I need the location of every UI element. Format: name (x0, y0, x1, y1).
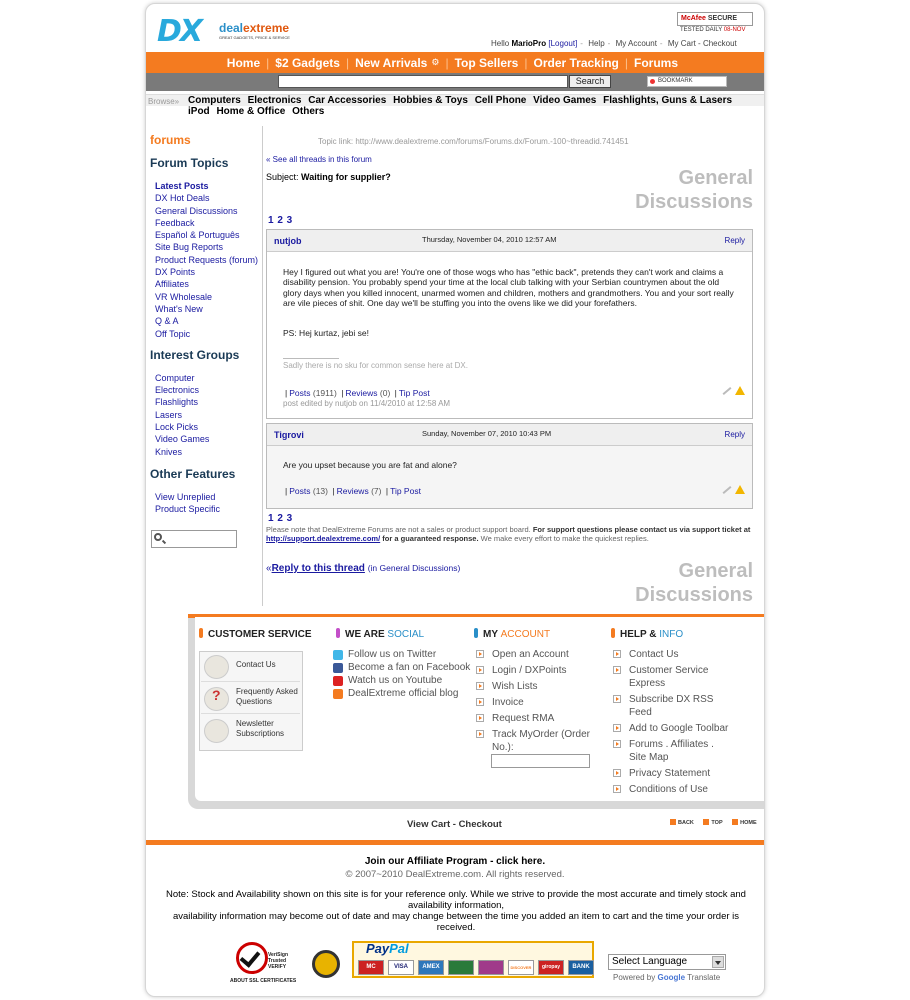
arrow-bullet-icon (613, 666, 621, 674)
top-icon (703, 819, 709, 825)
cat-car-accessories[interactable]: Car Accessories (308, 95, 387, 106)
arrow-bullet-icon (613, 695, 621, 703)
cat-others[interactable]: Others (292, 106, 325, 117)
sidebar-item[interactable]: Off Topic (155, 328, 191, 339)
dealextreme-logo[interactable] (157, 14, 297, 49)
reply-button[interactable]: Reply (724, 430, 745, 439)
language-select[interactable]: Select Language (608, 954, 726, 970)
request-rma-link[interactable]: Request RMA (476, 712, 601, 725)
topic-link[interactable]: Topic link: http://www.dealextreme.com/forums/Forums.dx/Forum.-100~threadid.741451 (318, 137, 629, 146)
cat-cell-phone[interactable]: Cell Phone (474, 95, 527, 106)
youtube-link[interactable]: Watch us on Youtube (333, 674, 470, 687)
my-account-heading: MY ACCOUNT (474, 628, 550, 640)
browse-label: Browse» (148, 97, 180, 106)
chevron-down-icon (712, 956, 724, 968)
post-stats: | Posts (13) | Reviews (7) | Tip Post (285, 486, 421, 496)
arrow-bullet-icon (613, 785, 621, 793)
report-warning-icon[interactable] (735, 386, 745, 395)
sidebar-item[interactable]: Site Bug Reports (155, 242, 224, 253)
pagination-bottom[interactable]: 1 2 3 (268, 513, 293, 524)
mastercard-icon: MC (358, 960, 384, 975)
arrow-bullet-icon (476, 730, 484, 738)
post-edited-note: post edited by nutjob on 11/4/2010 at 12:58 AM (283, 399, 451, 408)
twitter-link[interactable]: Follow us on Twitter (333, 648, 470, 661)
post-tools (722, 485, 744, 495)
stock-note: Note: Stock and Availability shown on this site is for your reference only. While we strive to provide the most accurate and timely stock and availability information, availability information may become out of date and may change between the time you added an item to cart and the time your order is received. (166, 889, 746, 933)
copyright: © 2007~2010 DealExtreme.com. All rights reserved. (345, 869, 565, 880)
open-account-link[interactable]: Open an Account (476, 648, 601, 661)
post (266, 423, 753, 509)
tip-post-link[interactable]: Tip Post (398, 388, 430, 398)
forums-affiliates-sitemap-link[interactable]: Forums . Affiliates . Site Map (613, 738, 733, 764)
sidebar-item[interactable]: Latest Posts (155, 181, 209, 191)
sidebar-item[interactable]: Affiliates (155, 279, 189, 290)
guarantee-seal-icon (312, 950, 340, 978)
edit-icon[interactable] (723, 387, 732, 395)
pagination-top[interactable]: 1 2 3 (268, 215, 293, 226)
sidebar-title: forums (150, 133, 191, 147)
forum-topics-list (155, 180, 262, 340)
cat-flashlights[interactable]: Flashlights, Guns & Lasers (603, 95, 733, 106)
help-contact-link[interactable]: Contact Us (613, 648, 733, 661)
sidebar-item[interactable]: Knives (155, 446, 183, 457)
nav-new-arrivals[interactable]: New Arrivals (355, 55, 428, 70)
mcafee-secure-badge[interactable]: McAfee SECURE (677, 12, 753, 26)
sidebar-item[interactable]: General Discussions (155, 205, 238, 216)
forum-name-heading: General Discussions (635, 167, 753, 213)
youtube-icon (333, 676, 343, 686)
signature-divider (283, 358, 339, 359)
post-body: Hey I figured out what you are! You're one of those wogs who has "ethic back", pretends they can't work and claims a disability pension. You probably spend your time at the local club talking with your Serbian countrymen about the old glory days when you killed innocent, unarmed women and children, mothers and grandmothers. You and your sort really are vile pieces of shit. One day we'll be stuffing you into the ovens like we did your forefathers. (283, 267, 734, 309)
posts-link[interactable]: Posts (289, 388, 311, 398)
giropay-icon: giropay (538, 960, 564, 975)
sidebar-item[interactable]: Lasers (155, 409, 183, 420)
track-order-label: Track MyOrder (Order No.): (476, 728, 601, 754)
arrow-bullet-icon (613, 769, 621, 777)
other-features-list (155, 491, 262, 516)
nav-top-sellers[interactable]: Top Sellers (454, 55, 519, 70)
view-cart-link[interactable]: View Cart - Checkout (407, 819, 502, 830)
card-icon (448, 960, 474, 975)
interest-groups-list (155, 372, 262, 458)
amex-icon: AMEX (418, 960, 444, 975)
arrow-bullet-icon (613, 740, 621, 748)
reviews-link[interactable]: Reviews (345, 388, 378, 398)
cat-video-games[interactable]: Video Games (533, 95, 597, 106)
user-name: MarioPro (511, 39, 547, 48)
sidebar-item[interactable]: Español & Português (155, 230, 240, 241)
nav-2-gadgets[interactable]: $2 Gadgets (275, 55, 340, 70)
post-header (267, 424, 752, 446)
google-toolbar-link[interactable]: Add to Google Toolbar (613, 722, 733, 735)
logout-link[interactable]: [Logout] (548, 39, 578, 48)
cat-home-office[interactable]: Home & Office (216, 106, 286, 117)
search-button[interactable]: Search (569, 75, 611, 88)
arrow-bullet-icon (476, 682, 484, 690)
blog-link[interactable]: DealExtreme official blog (333, 687, 470, 700)
sidebar-item[interactable]: DX Points (155, 267, 196, 278)
sidebar-divider (262, 126, 263, 606)
tip-post-link[interactable]: Tip Post (390, 486, 421, 496)
twitter-icon (333, 650, 343, 660)
nav-order-tracking[interactable]: Order Tracking (533, 55, 619, 70)
post-date: Sunday, November 07, 2010 10:43 PM (422, 429, 552, 438)
my-cart-link[interactable]: My Cart - Checkout (667, 39, 737, 48)
sidebar-item[interactable]: Video Games (155, 434, 210, 445)
user-bar: Hello MarioPro [Logout] - Help - My Account - My Cart - Checkout (491, 39, 737, 48)
thread-subject: Subject: Waiting for supplier? (266, 172, 391, 182)
post-body: Are you upset because you are fat and alone? (283, 460, 457, 470)
report-warning-icon[interactable] (735, 485, 745, 494)
forum-topics-heading: Forum Topics (150, 156, 229, 170)
post-header (267, 230, 752, 252)
payment-cards (358, 960, 598, 975)
arrow-bullet-icon (476, 714, 484, 722)
support-note: Please note that DealExtreme Forums are not a sales or product support board. For support questions please contact us via support ticket at http://support.dealextreme.com/ for a guaranteed response. We make every effort to make the quickest replies. (266, 525, 751, 543)
powered-by-google-translate: Powered by Google Translate (613, 973, 721, 982)
social-links (333, 648, 470, 700)
sidebar-item[interactable]: Electronics (155, 385, 200, 396)
rss-icon[interactable]: ⚙ (431, 57, 440, 67)
post-body-ps: PS: Hej kurtaz, jebi se! (283, 328, 369, 338)
arrow-bullet-icon (476, 650, 484, 658)
about-ssl-link[interactable]: ABOUT SSL CERTIFICATES (230, 978, 297, 984)
forum-name-heading-bottom: General Discussions (635, 560, 753, 606)
post-author[interactable]: Tigrovi (274, 430, 304, 440)
sidebar-item[interactable]: Product Requests (forum) (155, 254, 259, 265)
logo-mark: DX (157, 14, 202, 49)
nav-forums[interactable]: Forums (633, 55, 678, 70)
paypal-badge (352, 941, 594, 978)
sidebar-item[interactable]: What's New (155, 303, 203, 314)
search-icon (154, 533, 162, 541)
home-icon (732, 819, 738, 825)
discover-icon: DISCOVER (508, 960, 534, 975)
newsletter-item[interactable]: Newsletter Subscriptions (201, 716, 300, 746)
privacy-link[interactable]: Privacy Statement (613, 767, 733, 780)
home-link[interactable]: HOME (732, 820, 757, 826)
bookmark-button[interactable]: BOOKMARK (647, 76, 727, 87)
back-top-home (670, 819, 765, 826)
post-signature: Sadly there is no sku for common sense here at DX. (283, 361, 468, 370)
help-info-heading: HELP & INFO (611, 628, 683, 640)
post-tools (722, 386, 744, 396)
order-number-input[interactable] (491, 754, 590, 768)
footer-orange-bar (146, 840, 764, 845)
search-input[interactable] (278, 75, 568, 88)
facebook-icon (333, 663, 343, 673)
affiliate-link[interactable]: Join our Affiliate Program - click here. (364, 856, 546, 867)
arrow-bullet-icon (476, 698, 484, 706)
sidebar-item[interactable]: Lock Picks (155, 422, 199, 433)
arrow-bullet-icon (613, 724, 621, 732)
cat-hobbies-toys[interactable]: Hobbies & Toys (393, 95, 468, 106)
wish-lists-link[interactable]: Wish Lists (476, 680, 601, 693)
verisign-seal[interactable]: VeriSign Trusted VERIFY ABOUT SSL CERTIFICATES (232, 940, 292, 980)
bank-icon: BANK (568, 960, 594, 975)
sidebar-item[interactable]: Q & A (155, 316, 179, 327)
reply-context: (in General Discussions) (367, 563, 461, 573)
other-features-heading: Other Features (150, 466, 236, 481)
logo-wordmark: dealextreme (219, 21, 290, 35)
arrow-bullet-icon (613, 650, 621, 658)
sidebar-item[interactable]: DX Hot Deals (155, 193, 210, 204)
mcafee-tested: TESTED DAILY 08-NOV (680, 27, 746, 33)
customer-service-heading: CUSTOMER SERVICE (199, 628, 312, 640)
nav-home[interactable]: Home (226, 55, 261, 70)
post-date: Thursday, November 04, 2010 12:57 AM (422, 235, 557, 244)
help-link[interactable]: Help (588, 39, 605, 48)
social-heading: WE ARE SOCIAL (336, 628, 424, 640)
interest-groups-heading: Interest Groups (150, 347, 240, 362)
arrow-bullet-icon (476, 666, 484, 674)
question-icon (204, 687, 229, 711)
cs-express-link[interactable]: Customer Service Express (613, 664, 733, 690)
post-author[interactable]: nutjob (274, 236, 302, 246)
my-account-link[interactable]: My Account (615, 39, 657, 48)
cat-ipod[interactable]: iPod (188, 106, 210, 117)
category-menu (188, 95, 758, 117)
paypal-logo: PayPal (366, 941, 409, 956)
login-link[interactable]: Login / DXPoints (476, 664, 601, 677)
visa-icon: VISA (388, 960, 414, 975)
back-icon (670, 819, 676, 825)
edit-icon[interactable] (723, 486, 732, 494)
my-account-list (476, 648, 601, 757)
newsletter-icon (204, 719, 229, 743)
see-all-threads-link[interactable]: « See all threads in this forum (266, 155, 372, 164)
invoice-link[interactable]: Invoice (476, 696, 601, 709)
reply-button[interactable]: Reply (724, 236, 745, 245)
support-url-link[interactable]: http://support.dealextreme.com/ (266, 533, 381, 543)
logo-tagline: GREAT GADGETS, PRICE & SERVICE (219, 35, 290, 40)
faq-item[interactable]: ? Frequently Asked Questions (201, 684, 300, 714)
cat-computers[interactable]: Computers (188, 95, 241, 106)
facebook-link[interactable]: Become a fan on Facebook (333, 661, 470, 674)
forum-search-input[interactable] (151, 530, 237, 548)
sidebar-item[interactable]: View Unreplied (155, 491, 216, 502)
contact-icon (204, 655, 229, 679)
contact-us-item[interactable]: Contact Us (201, 652, 300, 682)
main-nav: Home | $2 Gadgets | New Arrivals ⚙ | Top Sellers | Order Tracking | Forums (146, 52, 764, 73)
conditions-link[interactable]: Conditions of Use (613, 783, 733, 796)
blog-icon (333, 689, 343, 699)
top-link[interactable]: TOP (703, 820, 722, 826)
posts-link[interactable]: Posts (289, 486, 311, 496)
rss-feed-link[interactable]: Subscribe DX RSS Feed (613, 693, 733, 719)
sidebar-item[interactable]: Flashlights (155, 397, 199, 408)
card-icon (478, 960, 504, 975)
reviews-link[interactable]: Reviews (336, 486, 369, 496)
cat-electronics[interactable]: Electronics (247, 95, 302, 106)
reply-thread: «Reply to this thread (in General Discussions) (266, 563, 461, 574)
help-info-list (613, 648, 733, 799)
sidebar-item[interactable]: Feedback (155, 217, 195, 228)
sidebar-item[interactable]: Product Specific (155, 504, 221, 515)
forum-sidebar (150, 133, 262, 516)
post-stats: | Posts (1911) | Reviews (0) | Tip Post (285, 388, 430, 398)
sidebar-item[interactable]: Computer (155, 372, 195, 383)
sidebar-item[interactable]: VR Wholesale (155, 291, 213, 302)
post (266, 229, 753, 419)
back-link[interactable]: BACK (670, 820, 694, 826)
reply-to-thread-link[interactable]: Reply to this thread (271, 563, 365, 574)
